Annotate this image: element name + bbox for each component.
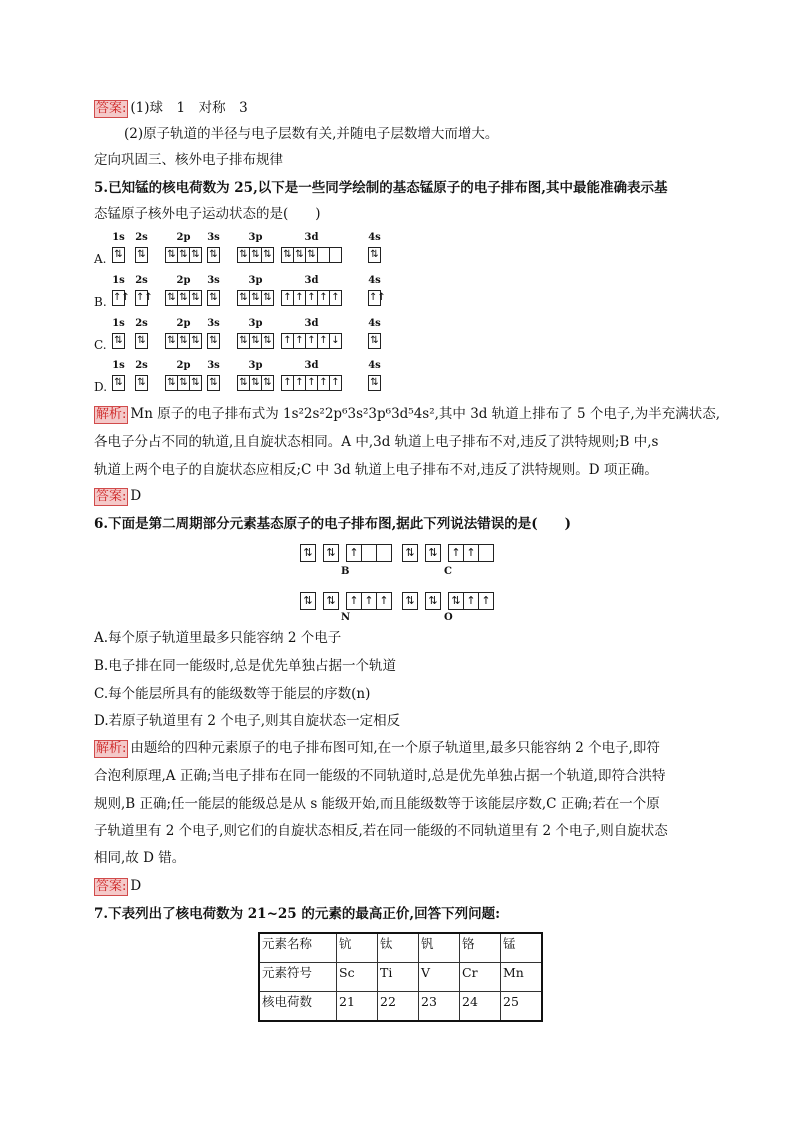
orbital-box: ↑ [463,592,479,610]
orbital-box: ↑↑ [368,290,381,306]
orbital-label: 1s [112,360,125,371]
orbital-group [135,275,153,306]
orbital-box: ⇅ [189,290,202,306]
orbital-box: ⇅ [261,290,274,306]
orbital-group [112,360,125,391]
option-6d: D.若原子轨道里有 2 个电子,则其自旋状态一定相反 [94,713,401,729]
orbital-label: 4s [368,360,381,371]
orbital-box: ⇅ [112,333,125,349]
orbital-box: ⇅ [177,333,190,349]
orbital-option [94,318,394,352]
orbital-box: ⇅ [237,375,250,391]
orbital-label: 4s [368,318,381,329]
option-6a: A.每个原子轨道里最多只能容纳 2 个电子 [94,630,342,646]
orbital-group [207,360,220,391]
orbital-label: 3s [207,318,220,329]
orbital-label: 2p [176,275,191,286]
table-row [259,992,542,1022]
orbital-box: ⇅ [402,544,418,562]
orbital-label: 3d [304,318,319,329]
option-label: C. [94,338,107,352]
orbital-box: ⇅ [300,592,316,610]
answer-5 [94,486,141,506]
orbital-option [94,360,394,394]
orbital-label: 2s [135,318,148,329]
orbital-box: ↑ [448,544,464,562]
orbital-group [281,360,342,391]
orbital-group [135,232,148,263]
orbital-label: 3d [304,360,319,371]
orbital-group [237,360,274,391]
table-cell: 23 [419,992,460,1022]
element-label: C [444,566,452,577]
orbital-box [361,544,377,562]
answer-tag: 答案: [96,101,127,116]
orbital-box: ⇅ [207,333,220,349]
orbital-label: 3p [248,360,263,371]
element-label: B [341,566,350,577]
orbital-box: ⇅ [165,247,178,263]
orbital-label: 3p [248,232,263,243]
orbital-group [368,360,381,391]
question-6 [94,514,571,534]
answer-value: D [130,488,142,504]
answer-line-1 [94,98,248,118]
table-cell: Ti [378,963,419,992]
orbital-box: ⇅ [112,247,125,263]
orbital-box: ⇅ [135,375,148,391]
orbital-group [281,275,342,306]
table-cell: V [419,963,460,992]
table-row [259,963,542,992]
orbital-box: ⇅ [249,333,262,349]
orbital-group [207,232,220,263]
orbital-group [237,275,274,306]
orbital-group [368,318,381,349]
question-5-line-1 [94,178,667,198]
orbital-option [94,275,394,309]
orbital-box: ⇅ [261,247,274,263]
orbital-box: ⇅ [189,375,202,391]
question-5-line-2: 态锰原子核外电子运动状态的是( ) [94,206,321,222]
table-cell: Mn [501,963,543,992]
orbital-label: 3p [248,275,263,286]
orbital-box: ⇅ [249,290,262,306]
orbital-box: ⇅ [448,592,464,610]
orbital-box: ⇅ [281,247,294,263]
orbital-group [368,232,381,263]
orbital-box: ↑ [293,290,306,306]
answer-tag: 答案: [96,489,127,504]
orbital-box: ↑ [346,592,362,610]
orbital-box: ⇅ [402,592,418,610]
orbital-box: ⇅ [189,247,202,263]
table-cell: 锰 [501,933,543,963]
orbital-box: ↑ [329,375,342,391]
orbital-box: ⇅ [368,333,381,349]
row-header: 核电荷数 [259,992,337,1022]
analysis-5-line-1 [94,404,720,424]
element-label: O [444,612,453,623]
orbital-label: 1s [112,275,125,286]
orbital-group [237,318,274,349]
orbital-box: ↑ [305,375,318,391]
analysis-5-line-2: 各电子分占不同的轨道,且自旋状态相同。A 中,3d 轨道上电子排布不对,违反了洪特规则;B 中,s [94,434,659,450]
orbital-box: ↑ [281,375,294,391]
row-header: 元素名称 [259,933,337,963]
orbital-box [376,544,392,562]
orbital-group [112,275,130,306]
analysis-tag: 解析: [96,407,127,422]
orbital-box: ⇅ [112,375,125,391]
orbital-group [165,275,202,306]
option-label: B. [94,295,107,309]
orbital-box: ⇅ [207,290,220,306]
table-cell: 铬 [460,933,501,963]
orbital-group [281,318,342,349]
orbital-box: ⇅ [165,290,178,306]
question-7 [94,904,500,924]
table-cell: 钪 [337,933,378,963]
orbital-box: ⇅ [237,333,250,349]
orbital-group [165,232,202,263]
analysis-tag: 解析: [96,741,127,756]
table-row [259,933,542,963]
orbital-group [237,232,274,263]
answer-text: (1)球 1 对称 3 [130,100,248,116]
orbital-box: ⇅ [323,544,339,562]
orbital-box: ⇅ [177,247,190,263]
table-cell: 24 [460,992,501,1022]
element-table [258,932,543,1022]
orbital-box: ↑ [293,333,306,349]
orbital-box: ⇅ [261,375,274,391]
orbital-box: ⇅ [177,375,190,391]
orbital-group [112,318,125,349]
orbital-label: 3s [207,360,220,371]
orbital-group [165,318,202,349]
orbital-label: 1s [112,318,125,329]
option-label: A. [94,252,107,266]
orbital-label: 3s [207,275,220,286]
section-heading: 定向巩固三、核外电子排布规律 [94,152,283,168]
orbital-label: 3s [207,232,220,243]
table-cell: 钒 [419,933,460,963]
analysis-5-line-3: 轨道上两个电子的自旋状态应相反;C 中 3d 轨道上电子排布不对,违反了洪特规则。D 项正确。 [94,462,658,478]
orbital-box: ⇅ [177,290,190,306]
orbital-diagram [402,544,494,562]
orbital-group [112,232,125,263]
orbital-box: ↓ [329,333,342,349]
orbital-box: ↑ [293,375,306,391]
orbital-box: ⇅ [323,592,339,610]
analysis-6-line-3: 规则,B 正确;任一能层的能级总是从 s 能级开始,而且能级数等于该能层序数,C 正确;若在一个原 [94,796,660,812]
orbital-box: ⇅ [237,290,250,306]
orbital-box: ⇅ [207,247,220,263]
orbital-label: 3d [304,275,319,286]
table-cell: 22 [378,992,419,1022]
row-header: 元素符号 [259,963,337,992]
orbital-box: ↑ [329,290,342,306]
orbital-box: ⇅ [305,247,318,263]
orbital-group [165,360,202,391]
orbital-box: ↑ [281,290,294,306]
table-cell: Cr [460,963,501,992]
orbital-group [135,318,148,349]
orbital-label: 3d [304,232,319,243]
orbital-diagram [300,544,392,562]
analysis-6-line-1 [94,738,660,758]
analysis-text: Mn 原子的电子排布式为 1s²2s²2p⁶3s²3p⁶3d⁵4s²,其中 3d 轨道上排布了 5 个电子,为半充满状态, [130,406,720,422]
analysis-text: 由题给的四种元素原子的电子排布图可知,在一个原子轨道里,最多只能容纳 2 个电子,即符 [130,740,660,756]
orbital-box: ↑ [305,290,318,306]
orbital-box: ↑ [361,592,377,610]
orbital-label: 2s [135,360,148,371]
answer-6 [94,876,141,896]
orbital-box: ↑ [317,333,330,349]
orbital-label: 2p [176,318,191,329]
orbital-box: ⇅ [368,375,381,391]
table-cell: Sc [337,963,378,992]
option-label: D. [94,380,108,394]
orbital-box: ⇅ [135,333,148,349]
question-6-text: 6.下面是第二周期部分元素基态原子的电子排布图,据此下列说法错误的是( ) [94,516,572,532]
orbital-box: ↑ [478,592,494,610]
orbital-box: ⇅ [300,544,316,562]
orbital-box: ↑↑ [112,290,125,306]
orbital-box: ⇅ [165,333,178,349]
orbital-box: ↑ [281,333,294,349]
orbital-box: ⇅ [249,375,262,391]
orbital-group [135,360,148,391]
orbital-box: ↑↑ [135,290,148,306]
orbital-box: ⇅ [293,247,306,263]
table-cell: 钛 [378,933,419,963]
orbital-box: ↑ [376,592,392,610]
orbital-box: ↑ [305,333,318,349]
orbital-box: ⇅ [425,544,441,562]
orbital-label: 4s [368,275,381,286]
answer-line-2: (2)原子轨道的半径与电子层数有关,并随电子层数增大而增大。 [124,126,499,142]
orbital-group [368,275,386,306]
orbital-group [281,232,342,263]
element-label: N [341,612,351,623]
orbital-box: ⇅ [165,375,178,391]
orbital-box: ⇅ [189,333,202,349]
orbital-box: ⇅ [425,592,441,610]
orbital-box [329,247,342,263]
answer-value: D [130,878,142,894]
table-cell: 25 [501,992,543,1022]
orbital-label: 1s [112,232,125,243]
option-6b: B.电子排在同一能级时,总是优先单独占据一个轨道 [94,658,397,674]
orbital-box: ⇅ [261,333,274,349]
orbital-box: ⇅ [135,247,148,263]
orbital-label: 2p [176,232,191,243]
answer-tag: 答案: [96,879,127,894]
analysis-6-line-4: 子轨道里有 2 个电子,则它们的自旋状态相反,若在同一能级的不同轨道里有 2 个电子,则自旋状态 [94,823,668,839]
question-5-text: 5.已知锰的核电荷数为 25,以下是一些同学绘制的基态锰原子的电子排布图,其中最能准确表示基 [94,180,668,196]
question-7-text: 7.下表列出了核电荷数为 21~25 的元素的最高正价,回答下列问题: [94,906,501,922]
orbital-box: ⇅ [237,247,250,263]
orbital-box: ⇅ [249,247,262,263]
option-6c: C.每个能层所具有的能级数等于能层的序数(n) [94,686,371,702]
orbital-label: 2s [135,275,148,286]
orbital-box: ⇅ [207,375,220,391]
orbital-diagram [300,592,392,610]
orbital-label: 3p [248,318,263,329]
orbital-box: ↑ [346,544,362,562]
orbital-diagram [402,592,494,610]
orbital-box: ⇅ [368,247,381,263]
orbital-box [478,544,494,562]
orbital-label: 2s [135,232,148,243]
orbital-box: ↑ [317,290,330,306]
orbital-label: 2p [176,360,191,371]
orbital-box: ↑ [463,544,479,562]
analysis-6-line-5: 相同,故 D 错。 [94,850,186,866]
orbital-group [207,318,220,349]
orbital-group [207,275,220,306]
analysis-6-line-2: 合泡利原理,A 正确;当电子排布在同一能级的不同轨道时,总是优先单独占据一个轨道,即符合洪特 [94,768,666,784]
orbital-option [94,232,394,266]
table-cell: 21 [337,992,378,1022]
orbital-box: ↑ [317,375,330,391]
orbital-label: 4s [368,232,381,243]
